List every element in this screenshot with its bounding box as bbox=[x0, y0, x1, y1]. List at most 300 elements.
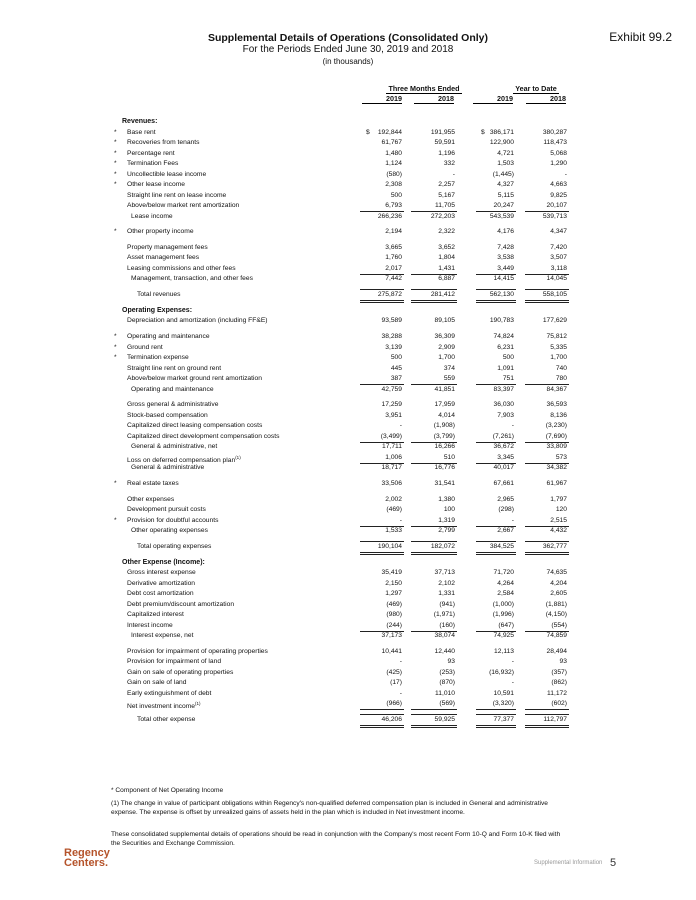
value-cell: 4,721 bbox=[497, 149, 514, 157]
value-cell: 1,700 bbox=[438, 354, 455, 361]
value-cell: (1,000) bbox=[492, 600, 514, 608]
value-cell: 558,105 bbox=[542, 291, 567, 299]
value-cell: 1,797 bbox=[550, 495, 567, 503]
row-label: Net investment income$^{(1)}$ bbox=[127, 701, 201, 711]
value-cell: 4,176 bbox=[497, 228, 514, 236]
value-cell: 500 bbox=[390, 191, 402, 199]
total-rule-top bbox=[411, 289, 457, 290]
value-cell: 2,308 bbox=[385, 181, 402, 188]
section-heading bbox=[0, 558, 696, 568]
value-cell: - bbox=[399, 422, 402, 430]
value-cell: 500 bbox=[502, 354, 514, 361]
row-label: Asset management fees bbox=[127, 254, 200, 262]
noi-marker: * bbox=[114, 479, 117, 487]
value-cell: 5,068 bbox=[550, 149, 567, 157]
value-cell: 1,297 bbox=[385, 590, 402, 597]
row-label: Recoveries from tenants bbox=[127, 139, 200, 146]
value-cell: 362,777 bbox=[542, 542, 567, 550]
value-cell: 2,909 bbox=[438, 343, 455, 351]
total-double-rule bbox=[411, 552, 457, 555]
value-cell: 4,432 bbox=[550, 527, 567, 535]
value-cell: (602) bbox=[551, 700, 567, 708]
value-cell: 510 bbox=[443, 453, 455, 461]
total-double-rule bbox=[411, 300, 457, 303]
value-cell: 182,072 bbox=[430, 542, 455, 550]
value-cell: 17,711 bbox=[382, 443, 402, 451]
row-label: Base rent bbox=[127, 128, 156, 136]
value-cell: 67,661 bbox=[493, 479, 514, 487]
total-rule-top bbox=[525, 714, 569, 715]
row-label: Real estate taxes bbox=[127, 479, 179, 487]
value-cell: 192,844 bbox=[377, 128, 402, 136]
row-label: Capitalized interest bbox=[127, 611, 184, 618]
value-cell: 2,102 bbox=[438, 579, 455, 587]
value-cell: 40,017 bbox=[493, 464, 514, 472]
total-double-rule bbox=[360, 300, 404, 303]
value-cell: (1,881) bbox=[545, 600, 567, 608]
table-row bbox=[0, 374, 696, 384]
value-cell: (17) bbox=[390, 679, 402, 687]
value-cell: 11,705 bbox=[435, 202, 455, 209]
noi-marker: * bbox=[114, 333, 117, 340]
year-to-date-header: Year to Date bbox=[515, 84, 557, 93]
value-cell: 42,759 bbox=[381, 385, 402, 393]
subtotal-rule bbox=[476, 709, 516, 710]
value-cell: 36,593 bbox=[546, 401, 567, 409]
row-label: Other Expense (Income): bbox=[122, 558, 205, 566]
noi-marker: * bbox=[114, 170, 117, 178]
total-rule-top bbox=[525, 541, 569, 542]
total-double-rule bbox=[525, 552, 569, 555]
value-cell: 1,290 bbox=[550, 160, 567, 167]
table-row bbox=[0, 568, 696, 578]
value-cell: 112,797 bbox=[543, 715, 567, 723]
row-label: Total revenues bbox=[137, 291, 181, 299]
value-cell: (357) bbox=[551, 668, 567, 676]
value-cell: 190,783 bbox=[489, 317, 514, 325]
value-cell: 9,825 bbox=[550, 191, 567, 199]
units-label: (in thousands) bbox=[322, 57, 374, 66]
table-row bbox=[0, 138, 696, 148]
value-cell: (580) bbox=[386, 170, 402, 178]
row-label: Operating and maintenance bbox=[131, 385, 214, 393]
value-cell: 74,824 bbox=[493, 333, 514, 340]
row-label: Capitalized direct development compensation costs bbox=[127, 432, 280, 440]
table-row bbox=[0, 274, 696, 284]
total-rule-top bbox=[360, 541, 404, 542]
value-cell: 332 bbox=[443, 160, 455, 167]
value-cell: 7,420 bbox=[550, 243, 567, 251]
value-cell: 93,589 bbox=[381, 317, 402, 325]
table-row bbox=[0, 621, 696, 631]
table-row bbox=[0, 432, 696, 442]
value-cell: 3,951 bbox=[385, 411, 402, 419]
value-cell: 6,793 bbox=[385, 202, 402, 209]
value-cell: 1,196 bbox=[438, 149, 455, 157]
value-cell: 2,257 bbox=[438, 181, 455, 188]
value-cell: 61,767 bbox=[381, 139, 402, 146]
year-col-2: 2018 bbox=[414, 94, 454, 104]
table-row bbox=[0, 385, 696, 395]
row-label: Provision for impairment of operating properties bbox=[127, 647, 268, 655]
value-cell: 1,431 bbox=[438, 264, 455, 272]
value-cell: (298) bbox=[498, 506, 514, 514]
value-cell: 4,347 bbox=[550, 228, 567, 236]
value-cell: 14,415 bbox=[493, 275, 514, 283]
value-cell: 75,812 bbox=[546, 333, 567, 340]
value-cell: 4,327 bbox=[497, 181, 514, 188]
row-label: Straight line rent on ground rent bbox=[127, 364, 222, 372]
value-cell: 500 bbox=[390, 354, 402, 361]
value-cell: 740 bbox=[555, 364, 567, 372]
value-cell: 4,663 bbox=[550, 181, 567, 188]
value-cell: (966) bbox=[386, 700, 402, 708]
value-cell: (941) bbox=[439, 600, 455, 608]
value-cell: 6,231 bbox=[497, 343, 514, 351]
value-cell: 7,903 bbox=[497, 411, 514, 419]
value-cell: 445 bbox=[390, 364, 402, 372]
value-cell: (554) bbox=[551, 621, 567, 629]
value-cell: 61,967 bbox=[546, 479, 567, 487]
table-row bbox=[0, 212, 696, 222]
value-cell: 93 bbox=[559, 658, 567, 666]
total-double-rule bbox=[360, 725, 404, 728]
table-row bbox=[0, 610, 696, 620]
total-double-rule bbox=[525, 725, 569, 728]
total-double-rule bbox=[476, 725, 516, 728]
value-cell: 3,345 bbox=[497, 453, 514, 461]
noi-marker: * bbox=[114, 149, 117, 157]
value-cell: (1,908) bbox=[433, 422, 455, 430]
value-cell: 35,419 bbox=[381, 569, 402, 576]
value-cell: 1,091 bbox=[497, 364, 514, 372]
value-cell: 11,010 bbox=[435, 689, 455, 697]
value-cell: 1,760 bbox=[385, 254, 402, 262]
value-cell: - bbox=[399, 516, 402, 524]
value-cell: 5,115 bbox=[497, 191, 514, 199]
value-cell: 562,130 bbox=[489, 291, 514, 299]
total-double-rule bbox=[411, 725, 457, 728]
value-cell: (7,261) bbox=[492, 432, 514, 440]
value-cell: (469) bbox=[386, 600, 402, 608]
value-cell: 539,713 bbox=[542, 212, 567, 220]
value-cell: 38,074 bbox=[434, 632, 455, 639]
table-row bbox=[0, 589, 696, 599]
total-double-rule bbox=[525, 300, 569, 303]
value-cell: 386,171 bbox=[489, 128, 514, 136]
value-cell: 2,799 bbox=[438, 527, 455, 535]
value-cell: 16,776 bbox=[434, 464, 455, 472]
value-cell: - bbox=[511, 422, 514, 430]
value-cell: 31,541 bbox=[434, 479, 455, 487]
value-cell: 33,809 bbox=[546, 443, 567, 451]
table-row bbox=[0, 364, 696, 374]
row-label: Ground rent bbox=[127, 343, 163, 351]
value-cell: 2,584 bbox=[497, 590, 514, 597]
value-cell: 1,380 bbox=[438, 495, 455, 503]
total-rule-top bbox=[411, 714, 457, 715]
value-cell: 4,264 bbox=[497, 579, 514, 587]
value-cell: (469) bbox=[386, 506, 402, 514]
year-col-4: 2018 bbox=[526, 94, 566, 104]
table-row bbox=[0, 699, 696, 709]
value-cell: 1,319 bbox=[438, 516, 455, 524]
value-cell: (160) bbox=[439, 621, 455, 629]
row-label: Operating Expenses: bbox=[122, 306, 193, 314]
value-cell: 2,002 bbox=[385, 495, 402, 503]
table-row bbox=[0, 657, 696, 667]
row-label: Total other expense bbox=[137, 715, 196, 723]
value-cell: (4,150) bbox=[545, 611, 567, 618]
value-cell: 10,441 bbox=[381, 647, 402, 655]
row-label: Capitalized direct leasing compensation costs bbox=[127, 422, 263, 430]
table-row bbox=[0, 180, 696, 190]
value-cell: - bbox=[511, 658, 514, 666]
table-row bbox=[0, 463, 696, 473]
value-cell: 36,672 bbox=[493, 443, 514, 451]
value-cell: 266,236 bbox=[377, 212, 402, 220]
table-row bbox=[0, 600, 696, 610]
row-label: Other lease income bbox=[127, 181, 185, 188]
row-label: Other operating expenses bbox=[131, 527, 208, 535]
value-cell: 38,288 bbox=[381, 333, 402, 340]
value-cell: 20,107 bbox=[546, 202, 567, 209]
year-col-3: 2019 bbox=[473, 94, 513, 104]
value-cell: 2,150 bbox=[385, 579, 402, 587]
value-cell: 191,955 bbox=[430, 128, 455, 136]
value-cell: (253) bbox=[439, 668, 455, 676]
value-cell: 3,139 bbox=[385, 343, 402, 351]
page-number: 5 bbox=[610, 857, 617, 869]
value-cell: 281,412 bbox=[430, 291, 455, 299]
value-cell: 5,335 bbox=[550, 343, 567, 351]
value-cell: (569) bbox=[439, 700, 455, 708]
value-cell: 2,017 bbox=[385, 264, 402, 272]
value-cell: 177,629 bbox=[542, 317, 567, 325]
table-row bbox=[0, 579, 696, 589]
value-cell: 17,259 bbox=[381, 401, 402, 409]
table-row bbox=[0, 343, 696, 353]
section-label: Supplemental Information bbox=[534, 860, 603, 866]
total-rule-top bbox=[360, 714, 404, 715]
value-cell: 17,959 bbox=[434, 401, 455, 409]
value-cell: (1,996) bbox=[492, 611, 514, 618]
subtotal-rule bbox=[525, 709, 569, 710]
value-cell: 3,538 bbox=[497, 254, 514, 262]
value-cell: 118,473 bbox=[543, 139, 567, 146]
table-row bbox=[0, 400, 696, 410]
logo-line-2: Centers. bbox=[64, 857, 109, 869]
noi-marker: * bbox=[114, 516, 117, 524]
table-row bbox=[0, 201, 696, 211]
row-label: Interest expense, net bbox=[131, 632, 194, 639]
subtotal-rule bbox=[360, 709, 404, 710]
row-label: Stock-based compensation bbox=[127, 411, 208, 419]
value-cell: 74,635 bbox=[546, 569, 567, 576]
value-cell: 1,480 bbox=[385, 149, 402, 157]
consolidated-note: These consolidated supplemental details of operations should be read in conjunction with the Company's most recent Form 10-Q and Form 10-K filed with the Securities and Exchange Commission. bbox=[111, 831, 561, 847]
table-row bbox=[0, 264, 696, 274]
table-row bbox=[0, 495, 696, 505]
value-cell: 4,014 bbox=[438, 411, 455, 419]
value-cell: 2,667 bbox=[497, 527, 514, 535]
table-row bbox=[0, 505, 696, 515]
value-cell: 74,925 bbox=[493, 632, 514, 639]
row-label: Debt cost amortization bbox=[127, 590, 194, 597]
row-label: Provision for impairment of land bbox=[127, 658, 222, 666]
value-cell: 3,118 bbox=[550, 264, 567, 272]
value-cell: - bbox=[511, 679, 514, 687]
row-label: Property management fees bbox=[127, 243, 208, 251]
row-label: Development pursuit costs bbox=[127, 506, 206, 514]
value-cell: 89,105 bbox=[434, 317, 455, 325]
total-rule-top bbox=[411, 541, 457, 542]
value-cell: 2,605 bbox=[550, 590, 567, 597]
value-cell: 59,591 bbox=[434, 139, 455, 146]
table-row bbox=[0, 689, 696, 699]
table-row bbox=[0, 411, 696, 421]
value-cell: 37,713 bbox=[434, 569, 455, 576]
value-cell: (3,499) bbox=[380, 432, 402, 440]
table-row bbox=[0, 678, 696, 688]
value-cell: - bbox=[511, 516, 514, 524]
row-label: Total operating expenses bbox=[137, 542, 212, 550]
value-cell: 46,206 bbox=[381, 715, 402, 723]
value-cell: 1,533 bbox=[385, 527, 402, 535]
value-cell: 100 bbox=[443, 506, 455, 514]
row-label: General & administrative bbox=[131, 464, 205, 472]
table-row bbox=[0, 668, 696, 678]
row-label: Uncollectible lease income bbox=[127, 170, 207, 178]
value-cell: 780 bbox=[555, 375, 567, 382]
total-row bbox=[0, 715, 696, 725]
value-cell: 4,204 bbox=[550, 579, 567, 587]
total-double-rule bbox=[360, 552, 404, 555]
row-label: Gross interest expense bbox=[127, 569, 196, 576]
row-label: Other expenses bbox=[127, 495, 175, 503]
value-cell: 41,851 bbox=[434, 385, 455, 393]
logo-line-1: Regency bbox=[64, 847, 110, 859]
value-cell: (980) bbox=[386, 611, 402, 618]
total-rule-top bbox=[476, 714, 516, 715]
value-cell: 2,515 bbox=[550, 516, 567, 524]
noi-marker: * bbox=[114, 343, 117, 351]
value-cell: 12,440 bbox=[434, 647, 455, 655]
value-cell: 34,382 bbox=[546, 464, 567, 472]
footnote-ref: (1) bbox=[235, 454, 241, 460]
row-label: Gross general & administrative bbox=[127, 401, 219, 409]
value-cell: 1,804 bbox=[438, 254, 455, 262]
noi-marker: * bbox=[114, 139, 117, 146]
value-cell: (1,445) bbox=[492, 170, 514, 178]
row-label: Revenues: bbox=[122, 118, 158, 125]
value-cell: 2,194 bbox=[385, 228, 402, 236]
value-cell: 37,173 bbox=[381, 632, 402, 639]
value-cell: 77,377 bbox=[493, 715, 514, 723]
value-cell: 190,104 bbox=[377, 542, 402, 550]
table-row bbox=[0, 128, 696, 138]
value-cell: 559 bbox=[443, 375, 455, 382]
total-row bbox=[0, 542, 696, 552]
table-row bbox=[0, 227, 696, 237]
value-cell: 5,167 bbox=[438, 191, 455, 199]
row-label: Debt premium/discount amortization bbox=[127, 600, 235, 608]
value-cell: 7,428 bbox=[497, 243, 514, 251]
value-cell: 33,506 bbox=[381, 479, 402, 487]
total-rule-top bbox=[525, 289, 569, 290]
value-cell: 272,203 bbox=[430, 212, 455, 220]
row-label: Management, transaction, and other fees bbox=[131, 275, 253, 283]
table-row bbox=[0, 243, 696, 253]
table-row bbox=[0, 479, 696, 489]
table-row bbox=[0, 516, 696, 526]
noi-marker: * bbox=[114, 354, 117, 361]
row-label: Derivative amortization bbox=[127, 579, 196, 587]
row-label: Gain on sale of land bbox=[127, 679, 187, 687]
dollar-sign: $ bbox=[481, 128, 485, 136]
value-cell: 1,006 bbox=[385, 453, 402, 461]
row-label: Depreciation and amortization (including FF&E) bbox=[127, 317, 268, 325]
table-row bbox=[0, 159, 696, 169]
total-rule-top bbox=[476, 289, 516, 290]
subtotal-rule bbox=[411, 709, 457, 710]
value-cell: 8,136 bbox=[550, 411, 567, 419]
row-label: Lease income bbox=[131, 212, 173, 220]
value-cell: (870) bbox=[439, 679, 455, 687]
table-row bbox=[0, 453, 696, 463]
value-cell: 1,700 bbox=[550, 354, 567, 361]
table-row bbox=[0, 647, 696, 657]
value-cell: (862) bbox=[551, 679, 567, 687]
table-row bbox=[0, 421, 696, 431]
noi-marker: * bbox=[114, 181, 117, 188]
value-cell: 3,449 bbox=[497, 264, 514, 272]
table-row bbox=[0, 149, 696, 159]
value-cell: (3,230) bbox=[545, 422, 567, 430]
value-cell: 751 bbox=[502, 375, 514, 382]
value-cell: 20,247 bbox=[493, 202, 514, 209]
row-label: Interest income bbox=[127, 621, 173, 629]
value-cell: 380,287 bbox=[542, 128, 567, 136]
total-rule-top bbox=[360, 289, 404, 290]
value-cell: 74,859 bbox=[546, 632, 567, 639]
value-cell: (425) bbox=[386, 668, 402, 676]
row-label: Percentage rent bbox=[127, 149, 175, 157]
value-cell: 3,665 bbox=[385, 243, 402, 251]
row-label: Straight line rent on lease income bbox=[127, 191, 227, 199]
value-cell: - bbox=[399, 689, 402, 697]
noi-marker: * bbox=[114, 128, 117, 136]
value-cell: (3,799) bbox=[433, 432, 455, 440]
exhibit-label: Exhibit 99.2 bbox=[609, 30, 672, 44]
value-cell: 275,872 bbox=[377, 291, 402, 299]
value-cell: (1,971) bbox=[433, 611, 455, 618]
total-double-rule bbox=[476, 300, 516, 303]
table-row bbox=[0, 442, 696, 452]
value-cell: 122,900 bbox=[489, 139, 514, 146]
row-label: Above/below market rent amortization bbox=[127, 202, 240, 209]
total-row bbox=[0, 290, 696, 300]
section-heading bbox=[0, 306, 696, 316]
year-col-1: 2019 bbox=[362, 94, 402, 104]
value-cell: 7,442 bbox=[385, 275, 402, 283]
page-title: Supplemental Details of Operations (Consolidated Only) bbox=[207, 32, 489, 44]
table-row bbox=[0, 170, 696, 180]
section-heading bbox=[0, 117, 696, 127]
row-label: General & administrative, net bbox=[131, 443, 218, 451]
value-cell: 2,322 bbox=[438, 228, 455, 236]
value-cell: 28,494 bbox=[546, 647, 567, 655]
